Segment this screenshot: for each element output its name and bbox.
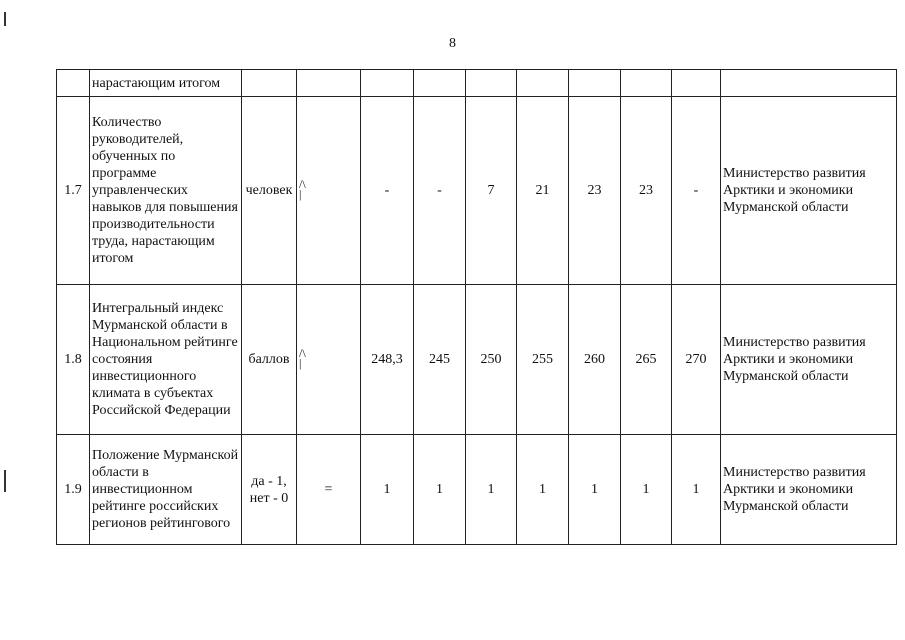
direction-cell xyxy=(297,97,361,285)
value-cell xyxy=(466,70,517,97)
value-cell: 23 xyxy=(621,97,672,285)
value-cell: 250 xyxy=(466,285,517,435)
indicator-name: Интегральный индекс Мурманской области в Национальном рейтинге состояния инвестиционного климата в субъектах Российской Федерации xyxy=(90,285,242,435)
value-cell: 1 xyxy=(466,435,517,545)
value-cell: - xyxy=(361,97,414,285)
arrow-up-icon: /\ | xyxy=(299,346,306,370)
indicator-name: Количество руководителей, обученных по программе управленческих навыков для повышения производительности труда, нарастающим итогом xyxy=(90,97,242,285)
scan-edge-mark xyxy=(4,12,6,26)
responsible-cell: Министерство развития Арктики и экономики Мурманской области xyxy=(721,435,897,545)
table-row xyxy=(57,97,897,285)
value-cell: 260 xyxy=(569,285,621,435)
row-number xyxy=(57,70,90,97)
indicator-name: Положение Мурманской области в инвестиционном рейтинге российских регионов рейтингового xyxy=(90,435,242,545)
value-cell: 1 xyxy=(361,435,414,545)
unit-cell xyxy=(242,70,297,97)
responsible-cell xyxy=(721,70,897,97)
row-number: 1.7 xyxy=(57,97,90,285)
value-cell xyxy=(621,70,672,97)
value-cell: 1 xyxy=(621,435,672,545)
value-cell: 1 xyxy=(517,435,569,545)
value-cell: 7 xyxy=(466,97,517,285)
arrow-up-icon: /\ | xyxy=(299,177,306,201)
scan-edge-mark xyxy=(4,470,6,492)
value-cell: 1 xyxy=(672,435,721,545)
value-cell: 21 xyxy=(517,97,569,285)
unit-cell: да - 1, нет - 0 xyxy=(242,435,297,545)
value-cell: 23 xyxy=(569,97,621,285)
value-cell: 248,3 xyxy=(361,285,414,435)
value-cell xyxy=(569,70,621,97)
value-cell xyxy=(361,70,414,97)
table-row xyxy=(57,285,897,435)
value-cell xyxy=(414,70,466,97)
responsible-cell: Министерство развития Арктики и экономики Мурманской области xyxy=(721,97,897,285)
table-row xyxy=(57,435,897,545)
value-cell: 270 xyxy=(672,285,721,435)
direction-cell xyxy=(297,285,361,435)
value-cell: 265 xyxy=(621,285,672,435)
value-cell xyxy=(672,70,721,97)
page-number: 8 xyxy=(449,36,456,51)
unit-cell: баллов xyxy=(242,285,297,435)
value-cell: - xyxy=(414,97,466,285)
direction-cell: = xyxy=(297,435,361,545)
value-cell xyxy=(517,70,569,97)
table-row xyxy=(57,70,897,97)
row-number: 1.8 xyxy=(57,285,90,435)
value-cell: 255 xyxy=(517,285,569,435)
unit-cell: человек xyxy=(242,97,297,285)
responsible-cell: Министерство развития Арктики и экономики Мурманской области xyxy=(721,285,897,435)
value-cell: 1 xyxy=(414,435,466,545)
value-cell: - xyxy=(672,97,721,285)
value-cell: 245 xyxy=(414,285,466,435)
value-cell: 1 xyxy=(569,435,621,545)
direction-cell xyxy=(297,70,361,97)
row-number: 1.9 xyxy=(57,435,90,545)
indicators-table xyxy=(56,69,897,545)
indicator-name: нарастающим итогом xyxy=(90,70,242,97)
